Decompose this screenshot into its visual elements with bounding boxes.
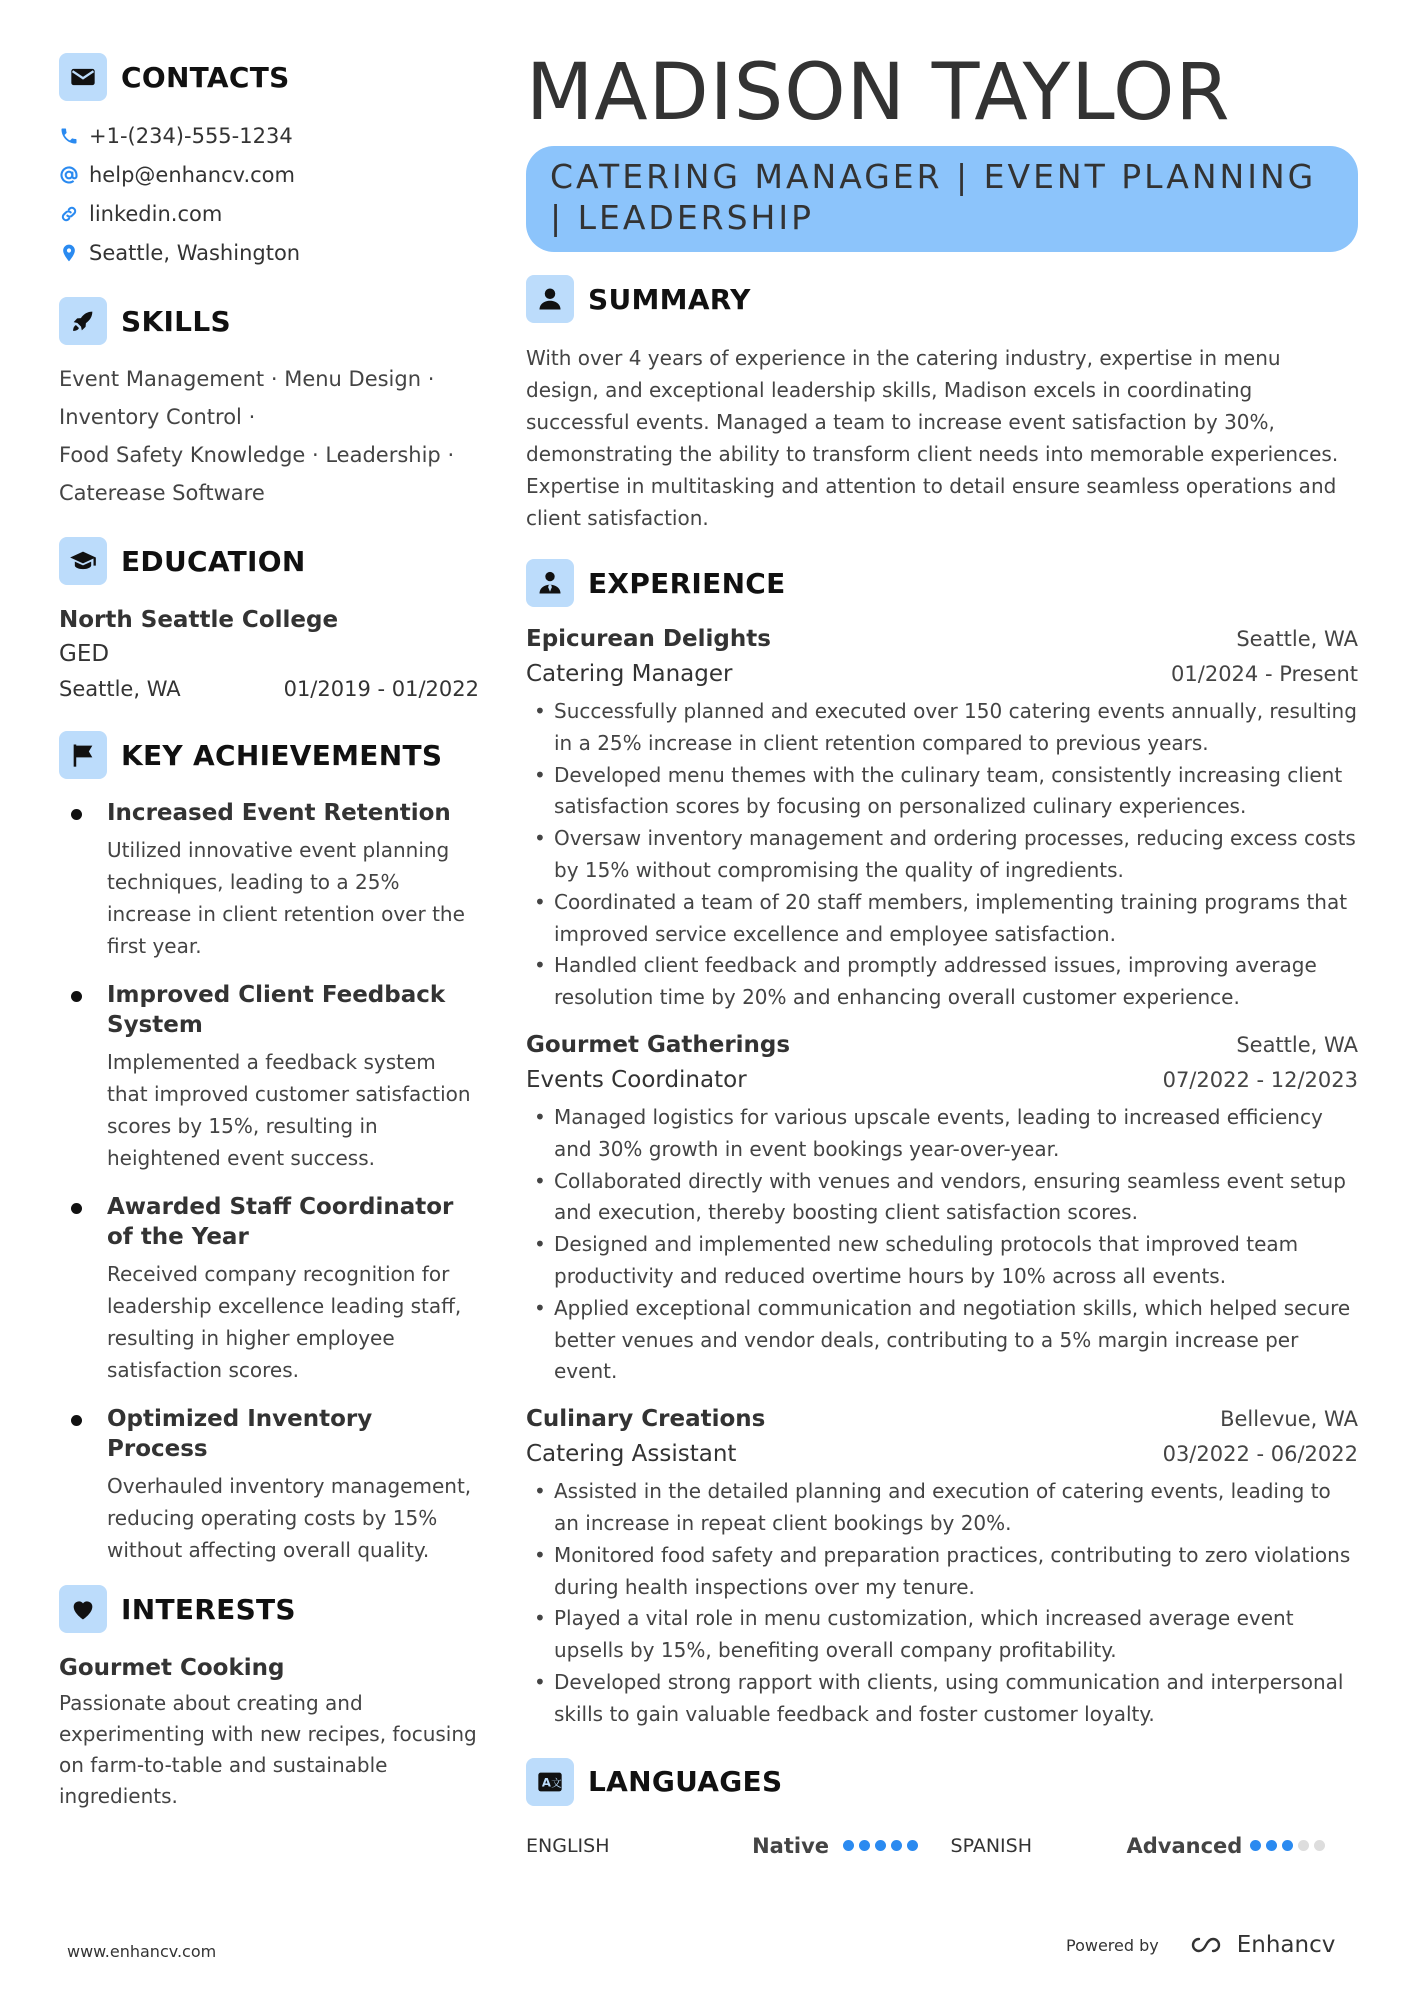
job-role: Catering Assistant <box>526 1441 737 1468</box>
linkedin-text: linkedin.com <box>89 201 223 226</box>
achievement-desc: Utilized innovative event planning techniques, leading to a 25% increase in client retention over the first year. <box>107 838 465 958</box>
job-bullet: • Assisted in the detailed planning and execution of catering events, leading to an increase in repeat client bookings by 20%. <box>526 1476 1358 1540</box>
achievement-item <box>59 1404 479 1566</box>
footer-branding[interactable] <box>1066 1932 1335 1958</box>
envelope-icon <box>59 53 107 101</box>
skills-title: SKILLS <box>121 304 231 338</box>
job-bullets <box>526 1476 1358 1730</box>
experience-title: EXPERIENCE <box>588 566 786 600</box>
rating-dot-filled <box>859 1840 870 1851</box>
job-location: Seattle, WA <box>1236 627 1358 651</box>
achievement-desc: Implemented a feedback system that improved customer satisfaction scores by 15%, resulting in heightened event success. <box>107 1050 471 1170</box>
job-role: Catering Manager <box>526 661 733 687</box>
graduation-cap-icon <box>59 537 107 585</box>
language-name: SPANISH <box>950 1834 1032 1857</box>
language-name: ENGLISH <box>526 1834 610 1857</box>
achievement-desc: Received company recognition for leadership excellence leading staff, resulting in higher employee satisfaction scores. <box>107 1262 462 1382</box>
phone-text: +1-(234)-555-1234 <box>89 123 293 148</box>
left-column <box>59 52 479 1812</box>
heart-icon <box>59 1585 107 1633</box>
job-role: Events Coordinator <box>526 1066 747 1093</box>
summary-title: SUMMARY <box>588 282 751 316</box>
contacts-title: CONTACTS <box>121 60 290 94</box>
interest-title: Gourmet Cooking <box>59 1655 285 1681</box>
job-bullet: • Designed and implemented new scheduling protocols that improved team productivity and reduced overtime hours by 10% across all events. <box>526 1229 1358 1293</box>
job-entry <box>526 1402 1358 1730</box>
rating-dot-empty <box>1314 1840 1325 1851</box>
footer-site[interactable]: www.enhancv.com <box>67 1942 217 1961</box>
education-meta <box>59 672 479 706</box>
job-company: Gourmet Gatherings <box>526 1031 791 1058</box>
location-text: Seattle, Washington <box>89 240 301 265</box>
job-company: Culinary Creations <box>526 1406 766 1433</box>
skills-list <box>59 360 479 512</box>
rating-dot-filled <box>1250 1840 1261 1851</box>
education-dates: 01/2019 - 01/2022 <box>283 677 479 701</box>
interests-header <box>59 1584 479 1634</box>
interest-desc: Passionate about creating and experimenting with new recipes, focusing on farm-to-table and sustainable ingredients. <box>59 1691 477 1808</box>
right-column <box>526 50 1358 1861</box>
candidate-name: MADISON TAYLOR <box>526 48 1231 138</box>
bullet-dot <box>71 809 82 820</box>
bullet-dot <box>71 1415 82 1426</box>
rating-dot-filled <box>907 1840 918 1851</box>
education-school: North Seattle College <box>59 607 339 633</box>
job-subheader <box>526 656 1358 692</box>
powered-by-label: Powered by <box>1066 1935 1159 1955</box>
contact-phone[interactable] <box>59 116 479 155</box>
translate-icon <box>526 1758 574 1806</box>
achievements-header <box>59 730 479 780</box>
enhancv-logo-icon <box>1185 1933 1229 1957</box>
achievement-title: Optimized Inventory Process <box>107 1406 373 1462</box>
contacts-header <box>59 52 479 102</box>
rocket-icon <box>59 297 107 345</box>
achievement-title: Increased Event Retention <box>107 800 451 826</box>
rating-dot-filled <box>1282 1840 1293 1851</box>
rating-dot-filled <box>1266 1840 1277 1851</box>
language-level: Advanced <box>1126 1833 1243 1858</box>
job-dates: 03/2022 - 06/2022 <box>1162 1442 1358 1467</box>
job-bullet: • Successfully planned and executed over 150 catering events annually, resulting in a 25% increase in client retention compared to previous years. <box>526 696 1358 760</box>
rating-dot-filled <box>891 1840 902 1851</box>
education-location: Seattle, WA <box>59 677 181 701</box>
job-entry <box>526 622 1358 1014</box>
rating-dot-filled <box>843 1840 854 1851</box>
summary-text: With over 4 years of experience in the catering industry, expertise in menu design, and exceptional leadership skills, Madison excels in coordinating successful events. Managed a team to increase event satisfaction by 30%, demonstrating the ability to transform client needs into memorable experiences. Expertise in multitasking and attention to detail ensure seamless operations and client satisfaction. <box>526 346 1339 530</box>
location-pin-icon <box>59 243 79 263</box>
education-degree: GED <box>59 641 110 667</box>
contact-linkedin[interactable] <box>59 194 479 233</box>
skills-header <box>59 296 479 346</box>
interest-entry <box>59 1652 479 1812</box>
language-level: Native <box>752 1833 830 1858</box>
flag-icon <box>59 731 107 779</box>
job-bullets <box>526 696 1358 1014</box>
at-icon <box>59 165 79 185</box>
svg-text:文: 文 <box>551 1777 562 1790</box>
job-bullet: • Developed menu themes with the culinary team, consistently increasing client satisfaction scores by focusing on personalized culinary experiences. <box>526 760 1358 824</box>
contact-list <box>59 116 479 272</box>
link-icon <box>59 204 79 224</box>
bullet-dot <box>71 991 82 1002</box>
job-bullet: • Applied exceptional communication and negotiation skills, which helped secure better venues and vendor deals, contributing to a 5% margin increase per event. <box>526 1293 1358 1388</box>
headline: CATERING MANAGER | EVENT PLANNING | LEADERSHIP <box>550 157 1317 237</box>
achievement-desc: Overhauled inventory management, reducing operating costs by 15% without affecting overall quality. <box>107 1474 472 1562</box>
businessperson-icon <box>526 559 574 607</box>
job-dates: 07/2022 - 12/2023 <box>1162 1067 1358 1092</box>
job-subheader <box>526 1062 1358 1098</box>
interests-title: INTERESTS <box>121 1592 296 1626</box>
achievements-list <box>59 798 479 1566</box>
job-bullet: • Oversaw inventory management and ordering processes, reducing excess costs by 15% without compromising the quality of ingredients. <box>526 823 1358 887</box>
job-header <box>526 1028 1358 1062</box>
skills-line: Caterease Software <box>59 481 265 505</box>
education-title: EDUCATION <box>121 544 306 578</box>
skills-line: Event Management · Menu Design · <box>59 367 435 391</box>
contact-email[interactable] <box>59 155 479 194</box>
job-location: Seattle, WA <box>1236 1032 1358 1057</box>
job-dates: 01/2024 - Present <box>1171 662 1358 686</box>
job-bullet: • Coordinated a team of 20 staff members, implementing training programs that improved service excellence and employee satisfaction. <box>526 887 1358 951</box>
job-header <box>526 1402 1358 1436</box>
svg-text:A: A <box>541 1775 551 1790</box>
education-header <box>59 536 479 586</box>
achievement-title: Awarded Staff Coordinator of the Year <box>107 1194 454 1250</box>
education-entry <box>59 604 479 706</box>
email-text: help@enhancv.com <box>89 162 295 187</box>
contact-location <box>59 233 479 272</box>
rating-dot-filled <box>875 1840 886 1851</box>
achievement-item <box>59 980 479 1174</box>
job-bullet: • Monitored food safety and preparation practices, contributing to zero violations during health inspections over my tenure. <box>526 1540 1358 1604</box>
job-location: Bellevue, WA <box>1220 1407 1358 1432</box>
job-bullets <box>526 1102 1358 1388</box>
achievements-title: KEY ACHIEVEMENTS <box>121 738 443 772</box>
bullet-dot <box>71 1203 82 1214</box>
job-subheader <box>526 1436 1358 1472</box>
person-icon <box>526 275 574 323</box>
achievement-item <box>59 798 479 962</box>
job-bullet: • Collaborated directly with venues and vendors, ensuring seamless event setup and execution, thereby boosting client satisfaction scores. <box>526 1166 1358 1230</box>
skills-line: Food Safety Knowledge · Leadership · <box>59 443 455 467</box>
languages-header <box>526 1757 1358 1807</box>
job-company: Epicurean Delights <box>526 626 771 652</box>
job-bullet: • Handled client feedback and promptly addressed issues, improving average resolution time by 20% and enhancing overall customer experience. <box>526 950 1358 1014</box>
experience-header <box>526 558 1358 608</box>
achievement-item <box>59 1192 479 1386</box>
language-rating <box>843 1840 951 1851</box>
job-bullet: • Developed strong rapport with clients, using communication and interpersonal skills to gain valuable feedback and foster customer loyalty. <box>526 1667 1358 1731</box>
summary-header <box>526 274 1358 324</box>
languages-title: LANGUAGES <box>588 1765 783 1799</box>
skills-line: Inventory Control · <box>59 405 256 429</box>
languages-row <box>526 1831 1358 1861</box>
phone-icon <box>59 126 79 146</box>
achievement-title: Improved Client Feedback System <box>107 982 446 1038</box>
headline-box <box>526 146 1358 252</box>
language-rating <box>1250 1840 1358 1851</box>
job-header <box>526 622 1358 656</box>
job-bullet: • Played a vital role in menu customization, which increased average event upsells by 15%, benefiting overall company profitability. <box>526 1603 1358 1667</box>
rating-dot-empty <box>1298 1840 1309 1851</box>
job-entry <box>526 1028 1358 1388</box>
job-bullet: • Managed logistics for various upscale events, leading to increased efficiency and 30% growth in event bookings year-over-year. <box>526 1102 1358 1166</box>
brand-name: Enhancv <box>1236 1932 1336 1958</box>
